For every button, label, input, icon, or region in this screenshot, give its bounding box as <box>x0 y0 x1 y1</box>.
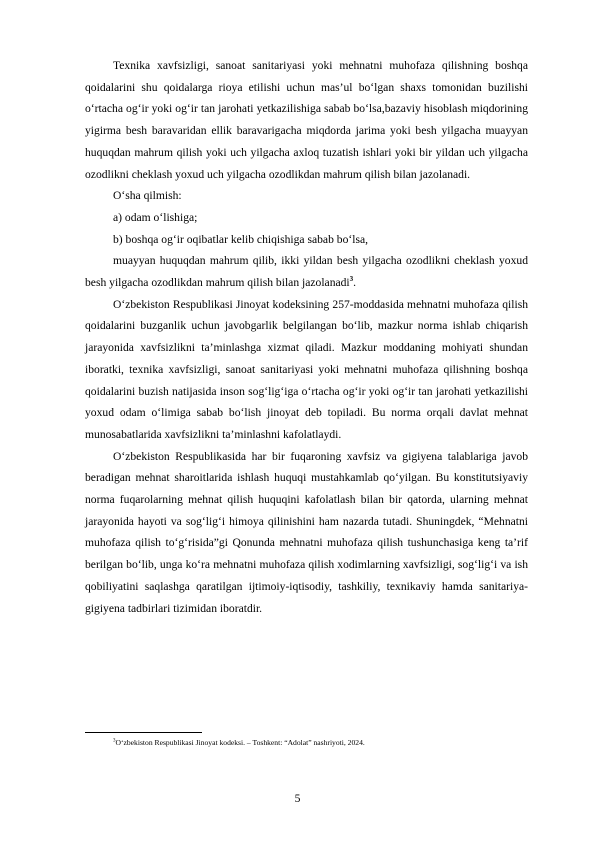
footnote-divider <box>85 732 202 733</box>
list-item-a: a) odam o‘lishiga; <box>113 210 198 224</box>
paragraph-penalty: muayyan huquqdan mahrum qilib, ikki yildan besh yilgacha ozodlikni cheklash yoxud besh yilgacha ozodlikdan mahrum qilish bilan jazolanadi$^3$. <box>85 254 528 290</box>
footnote-marker: 3 <box>113 738 116 744</box>
paragraph-constitution: O‘zbekiston Respublikasida har bir fuqaroning xavfsiz va gigiyena talablariga javob beradigan mehnat sharoitlarida ishlash huquqi mustahkamlab qo‘yilgan. Bu konstitutsiyaviy norma fuqarolarning mehnat qilish huquqini kafolatlash bilan bir qatorda, ularning mehnat jarayonida hayoti va sog‘lig‘i himoya qilinishini ham nazarda tutadi. Shuningdek, “Mehnatni muhofaza qilish to‘g‘risida”gi Qonunda mehnatni muhofaza qilish tushunchasiga keng ta’rif berilgan bo‘lib, unga ko‘ra mehnatni muhofaza qilish xodimlarning xavfsizligi, sog‘lig‘i va ish qobiliyatini saqlashga qaratilgan ijtimoiy-iqtisodiy, tashkiliy, texnikaviy hamda sanitariya-gigiyena tadbirlari tizimidan iboratdir. <box>85 449 528 615</box>
paragraph-2: O‘sha qilmish: <box>113 189 182 203</box>
document-body <box>85 55 528 619</box>
list-item-b: b) boshqa og‘ir oqibatlar kelib chiqishiga sabab bo‘lsa, <box>113 232 369 246</box>
paragraph-penalty-text: muayyan huquqdan mahrum qilib, ikki yildan besh yilgacha ozodlikni cheklash yoxud besh yilgacha ozodlikdan mahrum qilish bilan jazolanadi <box>85 254 528 290</box>
footnote <box>85 737 528 748</box>
footnote-text: O‘zbekiston Respublikasi Jinoyat kodeksi. – Toshkent: “Adolat” nashriyoti, 2024. <box>115 738 365 747</box>
page-number: 5 <box>294 792 301 805</box>
paragraph-1: Texnika xavfsizligi, sanoat sanitariyasi yoki mehnatni muhofaza qilishning boshqa qoidalarini shu qoidalarga rioya etilishi uchun mas’ul bo‘lgan shaxs tomonidan buzilishi o‘rtacha og‘ir yoki og‘ir tan jarohati yetkazilishiga sabab bo‘lsa,bazaviy hisoblash miqdorining yigirma besh baravaridan ellik baravarigacha miqdorda jarima yoki besh yilgacha muayyan huquqdan mahrum qilish yoki uch yilgacha axloq tuzatish ishlari yoki bir yildan uch yilgacha ozodlikni cheklash yoxud uch yilgacha ozodlikdan mahrum qilish bilan jazolanadi. <box>85 59 528 181</box>
footnote-ref[interactable]: 3 <box>349 275 354 284</box>
paragraph-article-257: O‘zbekiston Respublikasi Jinoyat kodeksining 257-moddasida mehnatni muhofaza qilish qoidalarini buzganlik uchun javobgarlik belgilangan bo‘lib, mazkur norma ishlab chiqarish jarayonida xavfsizlikni ta’minlashga xizmat qiladi. Mazkur moddaning mohiyati shundan iboratki, texnika xavfsizligi, sanoat sanitariyasi yoki mehnatni muhofaza qilishning boshqa qoidalarini buzish natijasida inson sog‘lig‘iga o‘rtacha og‘ir yoki og‘ir tan jarohati yetkazilishi yoxud odam o‘limiga sabab bo‘lish jinoyat deb topiladi. Bu norma orqali davlat mehnat munosabatlarida xavfsizlikni ta’minlashni kafolatlaydi. <box>85 297 528 441</box>
